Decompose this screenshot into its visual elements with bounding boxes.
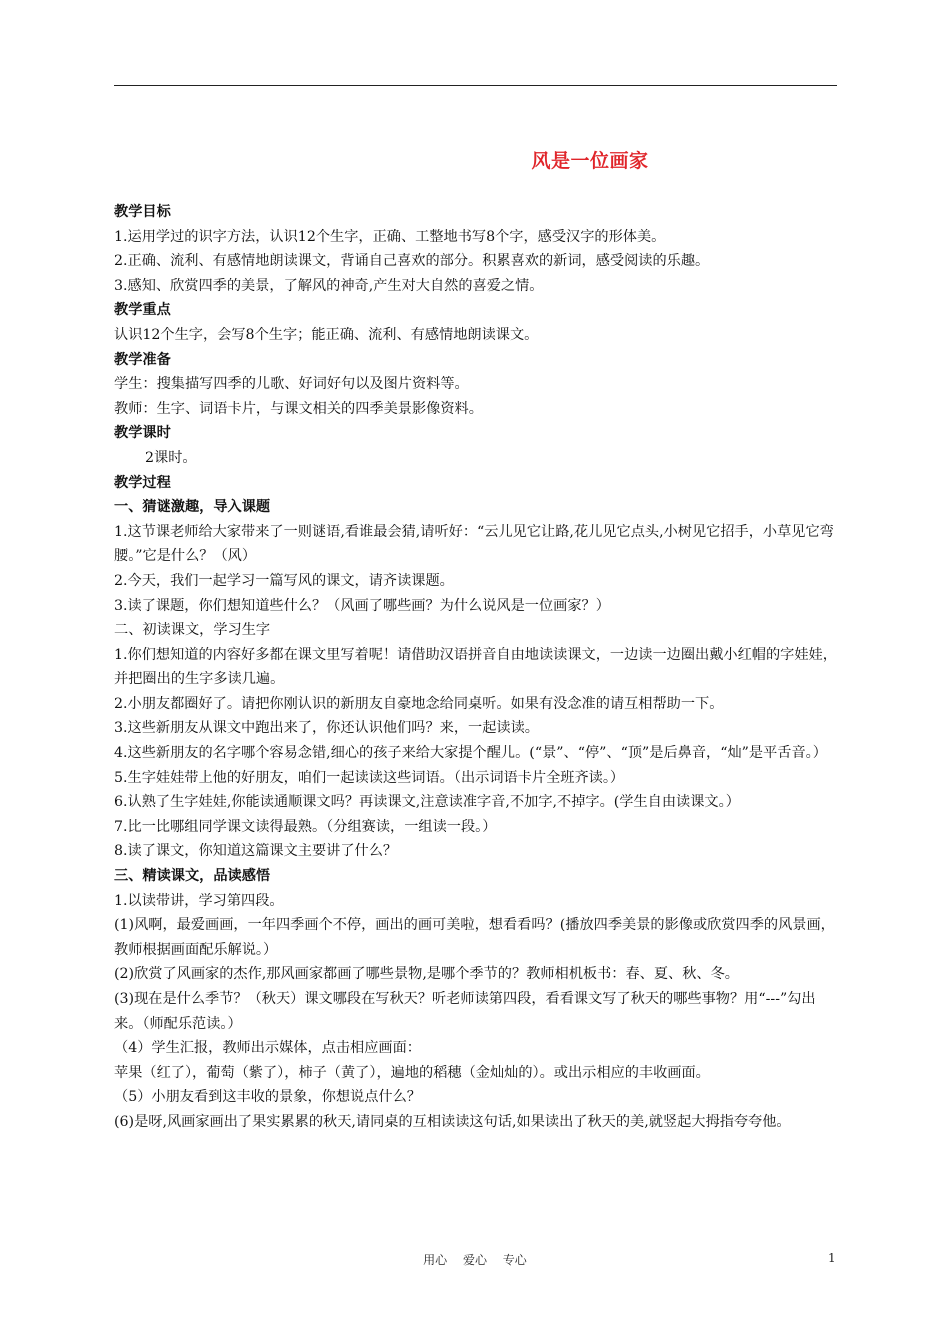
body-paragraph: 2.正确、流利、有感情地朗读课文，背诵自己喜欢的部分。积累喜欢的新词，感受阅读的乐趣。	[114, 253, 710, 270]
body-paragraph: 3.这些新朋友从课文中跑出来了，你还认识他们吗？来，一起读读。	[114, 720, 539, 737]
section-heading: 一、猜谜激趣，导入课题	[114, 499, 271, 516]
body-paragraph: 6.认熟了生字娃娃,你能读通顺课文吗？再读课文,注意读准字音,不加字,不掉字。(学生自由读课文。）	[114, 794, 740, 811]
body-paragraph: 1.这节课老师给大家带来了一则谜语,看谁最会猜,请听好：“云儿见它让路,花儿见它点头,小树见它招手，小草见它弯腰。”它是什么？（风）	[114, 523, 834, 565]
body-paragraph: 3.感知、欣赏四季的美景，了解风的神奇,产生对大自然的喜爱之情。	[114, 277, 544, 294]
body-paragraph: 8.读了课文，你知道这篇课文主要讲了什么？	[114, 843, 398, 860]
body-paragraph: 教师：生字、词语卡片，与课文相关的四季美景影像资料。	[114, 400, 483, 417]
body-paragraph: 2.小朋友都圈好了。请把你刚认识的新朋友自豪地念给同桌听。如果有没念准的请互相帮助一下。	[114, 695, 724, 712]
document-title: 风是一位画家	[531, 150, 649, 172]
body-paragraph: 学生：搜集描写四季的儿歌、好词好句以及图片资料等。	[114, 376, 469, 393]
body-paragraph: 1.以读带讲，学习第四段。	[114, 892, 284, 909]
section-heading: 三、精读课文，品读感悟	[114, 868, 271, 885]
body-paragraph: （5）小朋友看到这丰收的景象，你想说点什么？	[114, 1089, 421, 1106]
body-paragraph: 苹果（红了），葡萄（紫了），柿子（黄了），遍地的稻穗（金灿灿的）。或出示相应的丰收画面。	[114, 1064, 710, 1081]
body-paragraph: (3)现在是什么季节？（秋天）课文哪段在写秋天？听老师读第四段，看看课文写了秋天的哪些事物？用“---”勾出来。（师配乐范读。）	[114, 991, 816, 1032]
section-heading: 教学目标	[114, 204, 171, 220]
body-paragraph: 3.读了课题，你们想知道些什么？（风画了哪些画？为什么说风是一位画家？）	[114, 597, 610, 614]
body-paragraph: 认识12个生字，会写8个生字；能正确、流利、有感情地朗读课文。	[114, 326, 539, 343]
footer-motto: 用心 爱心 专心	[423, 1253, 527, 1267]
body-paragraph: 4.这些新朋友的名字哪个容易念错,细心的孩子来给大家提个醒儿。(“景”、“停”、“顶”是后鼻音，“灿”是平舌音。）	[114, 745, 827, 762]
section-heading: 教学准备	[114, 351, 171, 368]
section-heading: 教学重点	[114, 302, 171, 319]
body-paragraph: 2.今天，我们一起学习一篇写风的课文，请齐读课题。	[114, 572, 454, 589]
body-paragraph: 二、初读课文，学习生字	[114, 622, 271, 639]
section-heading: 教学过程	[114, 474, 171, 491]
body-paragraph: 1.你们想知道的内容好多都在课文里写着呢！请借助汉语拼音自由地读读课文，一边读一边圈出戴小红帽的字娃娃，并把圈出的生字多读几遍。	[114, 646, 837, 688]
body-paragraph: 5.生字娃娃带上他的好朋友，咱们一起读读这些词语。（出示词语卡片全班齐读。）	[114, 769, 625, 786]
body-paragraph: (1)风啊，最爱画画，一年四季画个不停，画出的画可美啦，想看看吗？(播放四季美景的影像或欣赏四季的风景画，教师根据画面配乐解说。）	[114, 917, 835, 958]
document-body	[114, 200, 838, 1135]
page-footer	[0, 1251, 950, 1271]
header-rule	[114, 85, 837, 86]
body-paragraph: （4）学生汇报，教师出示媒体，点击相应画面：	[114, 1040, 421, 1057]
body-paragraph: 7.比一比哪组同学课文读得最熟。（分组赛读，一组读一段。）	[114, 818, 497, 835]
body-paragraph: 2课时。	[145, 449, 197, 466]
body-paragraph: (6)是呀,风画家画出了果实累累的秋天,请同桌的互相读读这句话,如果读出了秋天的美,就竖起大拇指夸夸他。	[114, 1113, 791, 1130]
body-paragraph: 1.运用学过的识字方法，认识12个生字，正确、工整地书写8个字，感受汉字的形体美。	[114, 228, 666, 245]
section-heading: 教学课时	[114, 425, 171, 442]
page-number: 1	[828, 1251, 836, 1265]
body-paragraph: (2)欣赏了风画家的杰作,那风画家都画了哪些景物,是哪个季节的？教师相机板书：春、夏、秋、冬。	[114, 966, 739, 983]
